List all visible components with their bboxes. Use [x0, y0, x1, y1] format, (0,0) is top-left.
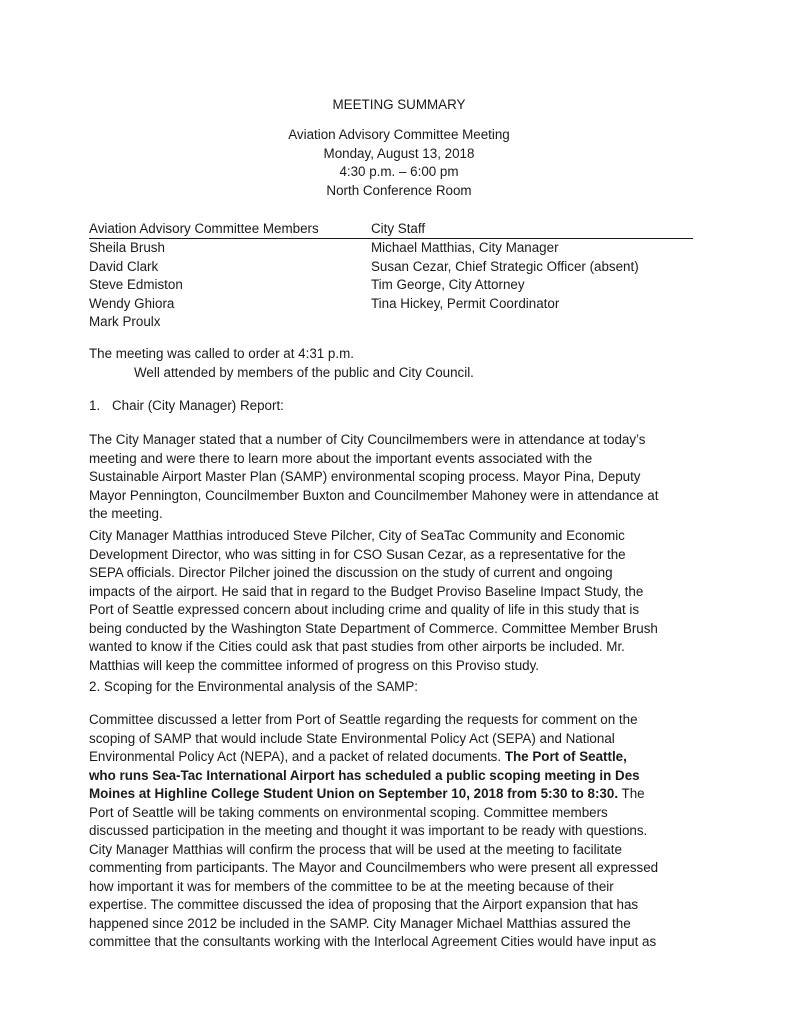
highlighted-text: Moines at Highline College Student Union on September 10, 2018 from 5:30 to 8:30. [89, 786, 619, 801]
paragraph-line: impacts of the airport. He said that in regard to the Budget Proviso Baseline Impact Study, the [89, 583, 644, 599]
paragraph-line: scoping of SAMP that would include State Environmental Policy Act (SEPA) and National [89, 730, 615, 746]
paragraph-line: wanted to know if the Cities could ask that past studies from other airports be included. Mr. [89, 639, 625, 654]
paragraph-line: committee that the consultants working with the Interlocal Agreement Cities would have input as [89, 934, 657, 949]
paragraph-line: expertise. The committee discussed the idea of proposing that the Airport expansion that has [89, 897, 639, 912]
paragraph-line: Sustainable Airport Master Plan (SAMP) environmental scoping process. Mayor Pina, Deputy [89, 469, 641, 484]
plain-text: The [618, 786, 645, 801]
member-name: Wendy Ghiora [89, 295, 175, 311]
members-list [89, 239, 371, 332]
member-name: Steve Edmiston [89, 277, 183, 292]
staff-name: Susan Cezar, Chief Strategic Officer (absent) [371, 258, 639, 274]
paragraph-line [89, 748, 709, 767]
section-2-heading: 2. Scoping for the Environmental analysis of the SAMP: [89, 679, 418, 694]
member-name: David Clark [89, 258, 159, 274]
section-1-number: 1. [89, 398, 101, 413]
paragraph-line [89, 785, 709, 804]
attendance-roster [89, 220, 693, 332]
highlighted-text: The Port of Seattle, [504, 749, 627, 764]
section-1-paragraph-2 [89, 527, 709, 675]
paragraph-line: Development Director, who was sitting in for CSO Susan Cezar, as a representative for the [89, 546, 626, 562]
roster-body [89, 239, 693, 332]
meeting-date: Monday, August 13, 2018 [323, 145, 475, 161]
paragraph-line: SEPA officials. Director Pilcher joined the discussion on the study of current and ongoing [89, 565, 613, 580]
paragraph-line: how important it was for members of the committee to be at the meeting because of their [89, 878, 614, 894]
paragraph-line: Committee discussed a letter from Port of Seattle regarding the requests for comment on the [89, 712, 638, 727]
paragraph-line: the meeting. [89, 506, 163, 521]
paragraph-line: City Manager Matthias will confirm the process that will be used at the meeting to facilitate [89, 841, 622, 857]
member-name: Mark Proulx [89, 314, 161, 329]
paragraph-line: discussed participation in the meeting and thought it was important to be ready with questions. [89, 823, 648, 838]
plain-text: Environmental Policy Act (NEPA), and a packet of related documents. [89, 749, 505, 764]
staff-heading: City Staff [371, 221, 426, 236]
paragraph-line: Mayor Pennington, Councilmember Buxton and Councilmember Mahoney were in attendance at [89, 487, 659, 503]
attendance-note: Well attended by members of the public and City Council. [134, 364, 474, 380]
paragraph-line: The City Manager stated that a number of City Councilmembers were in attendance at today’s [89, 432, 646, 447]
staff-name: Tim George, City Attorney [371, 277, 525, 292]
highlighted-text: who runs Sea-Tac International Airport has scheduled a public scoping meeting in Des [89, 767, 640, 783]
paragraph-line: commenting from participants. The Mayor and Councilmembers who were present all expressed [89, 860, 659, 875]
staff-list [371, 239, 693, 332]
meeting-time: 4:30 p.m. – 6:00 pm [339, 164, 459, 179]
section-2-paragraph [89, 711, 709, 952]
meeting-info [89, 126, 709, 200]
paragraph-line: happened since 2012 be included in the SAMP. City Manager Michael Matthias assured the [89, 915, 631, 931]
paragraph-line [89, 767, 709, 786]
section-1-heading [89, 397, 284, 416]
members-heading: Aviation Advisory Committee Members [89, 221, 319, 236]
called-to-order-text: The meeting was called to order at 4:31 p.m. [89, 346, 354, 361]
member-name: Sheila Brush [89, 240, 165, 255]
paragraph-line: meeting and were there to learn more about the important events associated with the [89, 450, 593, 466]
paragraph-line: Port of Seattle will be taking comments on environmental scoping. Committee members [89, 804, 608, 820]
meeting-location: North Conference Room [326, 182, 472, 198]
paragraph-line: Matthias will keep the committee informed of progress on this Proviso study. [89, 657, 540, 673]
paragraph-line: Port of Seattle expressed concern about including crime and quality of life in this study that is [89, 602, 640, 617]
staff-name: Michael Matthias, City Manager [371, 240, 559, 255]
roster-header [89, 220, 693, 239]
call-to-order [89, 345, 474, 382]
section-1-title: Chair (City Manager) Report: [112, 398, 284, 413]
paragraph-line: being conducted by the Washington State Department of Commerce. Committee Member Brush [89, 620, 658, 636]
section-1-paragraph-1 [89, 431, 709, 524]
meeting-name: Aviation Advisory Committee Meeting [288, 127, 510, 142]
paragraph-line: City Manager Matthias introduced Steve Pilcher, City of SeaTac Community and Economic [89, 528, 625, 543]
staff-name: Tina Hickey, Permit Coordinator [371, 295, 560, 311]
document-title: MEETING SUMMARY [332, 97, 466, 112]
